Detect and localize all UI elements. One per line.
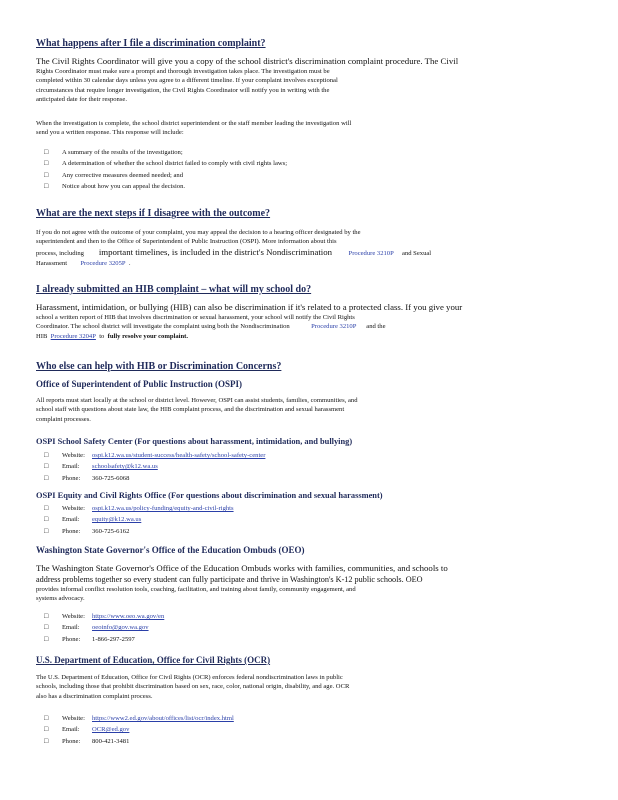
contact-website: □ Website: https://www2.ed.gov/about/offices/list/ocr/index.html [44, 713, 234, 724]
bullet-icon: □ [44, 612, 49, 620]
contact-phone: □ Phone: 1-866-297-2597 [44, 634, 164, 645]
paragraph-line: also has a discrimination complaint process. [36, 692, 153, 700]
paragraph-line: superintendent and then to the Office of Superintendent of Public Instruction (OSPI). More information about this [36, 238, 337, 246]
bullet-icon: □ [44, 526, 49, 535]
contact-email: □ Email: equity@k12.wa.us [44, 514, 234, 525]
school-safety-website-link[interactable]: ospi.k12.wa.us/student-success/health-safety/school-safety-center [92, 452, 266, 459]
bullet-icon: □ [44, 473, 49, 482]
list-item: □ Notice about how you can appeal the decision. [44, 181, 287, 192]
contact-email: □ Email: OCR@ed.gov [44, 724, 234, 735]
equity-website-link[interactable]: ospi.k12.wa.us/policy-funding/equity-and-civil-rights [92, 505, 234, 512]
appeal-paragraph [36, 228, 582, 268]
ocr-paragraph [36, 673, 582, 701]
contact-email: □ Email: schoolsafety@k12.wa.us [44, 461, 265, 472]
paragraph-line: send you a written response. This response will include: [36, 129, 184, 137]
bullet-icon: □ [44, 725, 49, 734]
list-item: □ A summary of the results of the investigation; [44, 147, 287, 158]
oeo-heading: Washington State Governor's Office of the Education Ombuds (OEO) [36, 545, 305, 555]
ocr-contact-list [44, 713, 234, 747]
paragraph-line: Coordinator. The school district will investigate the complaint using both the Nondiscrimination Procedure 3210P and the [36, 323, 386, 331]
paragraph-line: If you do not agree with the outcome of your complaint, you may appeal the decision to a hearing officer designated by the [36, 229, 361, 236]
paragraph-line: circumstances that require longer investigation, the Civil Rights Coordinator will notify you in writing with the [36, 86, 330, 94]
equity-email-link[interactable]: equity@k12.wa.us [92, 516, 142, 524]
oeo-contact-list [44, 611, 164, 645]
bullet-icon: □ [44, 451, 49, 459]
bullet-icon: □ [44, 182, 49, 191]
paragraph-line: anticipated date for their response. [36, 96, 127, 104]
response-bullet-list [44, 147, 287, 193]
contact-phone: □ Phone: 360-725-6162 [44, 526, 234, 537]
paragraph-line: schools, including those that prohibit discrimination based on sex, race, color, national origin, disability, and age. OCR [36, 683, 350, 691]
paragraph-line: systems advocacy. [36, 595, 85, 603]
section-heading-hib-complaint: I already submitted an HIB complaint – what will my school do? [36, 284, 312, 295]
ospi-heading: Office of Superintendent of Public Instruction (OSPI) [36, 379, 242, 389]
paragraph-line: The Washington State Governor's Office of the Education Ombuds works with families, communities, and schools to [36, 563, 448, 573]
procedure-3204p-link[interactable]: Procedure 3204P [50, 332, 96, 340]
paragraph-line: Harassment, intimidation, or bullying (HIB) can also be discrimination if it's related to a protected class. If you give your [36, 302, 463, 312]
paragraph-line: address problems together so every student can fully participate and thrive in Washington's K-12 public schools. OEO [36, 575, 423, 584]
bullet-icon: □ [44, 159, 49, 168]
paragraph-line: Harassment Procedure 3205P . [36, 259, 131, 267]
oeo-website-link[interactable]: https://www.oeo.wa.gov/en [92, 613, 165, 620]
equity-contact-list [44, 503, 234, 537]
bullet-icon: □ [44, 504, 49, 512]
list-item: □ Any corrective measures deemed needed; and [44, 170, 287, 181]
paragraph-line: school staff with questions about state law, the HIB complaint process, and the discrimination and sexual harassment [36, 406, 345, 414]
paragraph-line: HIB Procedure 3204P to fully resolve your complaint. [36, 332, 188, 340]
paragraph-line: Rights Coordinator must make sure a prompt and thorough investigation takes place. The investigation must be [36, 68, 330, 75]
list-item: □ A determination of whether the school district failed to comply with civil rights laws; [44, 158, 287, 169]
bullet-icon: □ [44, 623, 49, 632]
school-safety-email-link[interactable]: schoolsafety@k12.wa.us [92, 463, 158, 471]
response-paragraph [36, 119, 582, 138]
contact-website: □ Website: https://www.oeo.wa.gov/en [44, 611, 164, 622]
section-heading-who-else: Who else can help with HIB or Discrimination Concerns? [36, 361, 282, 372]
bullet-icon: □ [44, 148, 49, 156]
oeo-email-link[interactable]: oeoinfo@gov.wa.gov [92, 624, 149, 632]
procedure-3210p-link[interactable]: Procedure 3210P [348, 249, 394, 257]
oeo-paragraph [36, 563, 582, 604]
paragraph-line: completed within 30 calendar days unless you agree to a different timeline. If your complaint involves exceptional [36, 77, 338, 85]
procedure-3205p-link[interactable]: Procedure 3205P [80, 259, 126, 267]
contact-phone: □ Phone: 800-421-3481 [44, 736, 234, 747]
paragraph-line: The U.S. Department of Education, Office for Civil Rights (OCR) enforces federal nondiscrimination laws in public [36, 674, 343, 681]
bullet-icon: □ [44, 634, 49, 643]
procedure-3210p-link[interactable]: Procedure 3210P [311, 323, 357, 331]
school-safety-contact-list [44, 450, 265, 484]
paragraph-line: provides informal conflict resolution tools, coaching, facilitation, and training about family, community engagement, and [36, 586, 356, 593]
after-filing-paragraph [36, 56, 582, 105]
bullet-icon: □ [44, 515, 49, 524]
ocr-heading: U.S. Department of Education, Office for Civil Rights (OCR) [36, 655, 271, 665]
bullet-icon: □ [44, 736, 49, 745]
paragraph-line: All reports must start locally at the school or district level. However, OSPI can assist students, families, communities, and [36, 397, 358, 404]
bullet-icon: □ [44, 170, 49, 179]
section-heading-after-filing: What happens after I file a discrimination complaint? [36, 38, 266, 49]
ocr-website-link[interactable]: https://www2.ed.gov/about/offices/list/ocr/index.html [92, 715, 234, 722]
contact-website: □ Website: ospi.k12.wa.us/student-success/health-safety/school-safety-center [44, 450, 265, 461]
paragraph-line: complaint processes. [36, 415, 91, 423]
contact-website: □ Website: ospi.k12.wa.us/policy-funding/equity-and-civil-rights [44, 503, 234, 514]
hib-paragraph [36, 302, 582, 341]
contact-phone: □ Phone: 360-725-6068 [44, 473, 265, 484]
paragraph-line: The Civil Rights Coordinator will give you a copy of the school district's discrimination complaint procedure. The Civil [36, 56, 459, 66]
paragraph-line: process, including important timelines, is included in the district's Nondiscrimination Procedure 3210P and Sexual [36, 246, 432, 257]
school-safety-center-heading: OSPI School Safety Center (For questions about harassment, intimidation, and bullying) [36, 437, 353, 446]
paragraph-line: When the investigation is complete, the school district superintendent or the staff member leading the investigation will [36, 120, 352, 127]
ocr-email-link[interactable]: OCR@ed.gov [92, 726, 130, 734]
contact-email: □ Email: oeoinfo@gov.wa.gov [44, 622, 164, 633]
section-heading-next-steps: What are the next steps if I disagree with the outcome? [36, 208, 271, 219]
paragraph-line: school a written report of HIB that involves discrimination or sexual harassment, your school will notify the Civil Rights [36, 314, 355, 321]
bullet-icon: □ [44, 714, 49, 722]
equity-office-heading: OSPI Equity and Civil Rights Office (For questions about discrimination and sexual harassment) [36, 491, 383, 500]
bullet-icon: □ [44, 462, 49, 471]
ospi-paragraph [36, 396, 582, 424]
